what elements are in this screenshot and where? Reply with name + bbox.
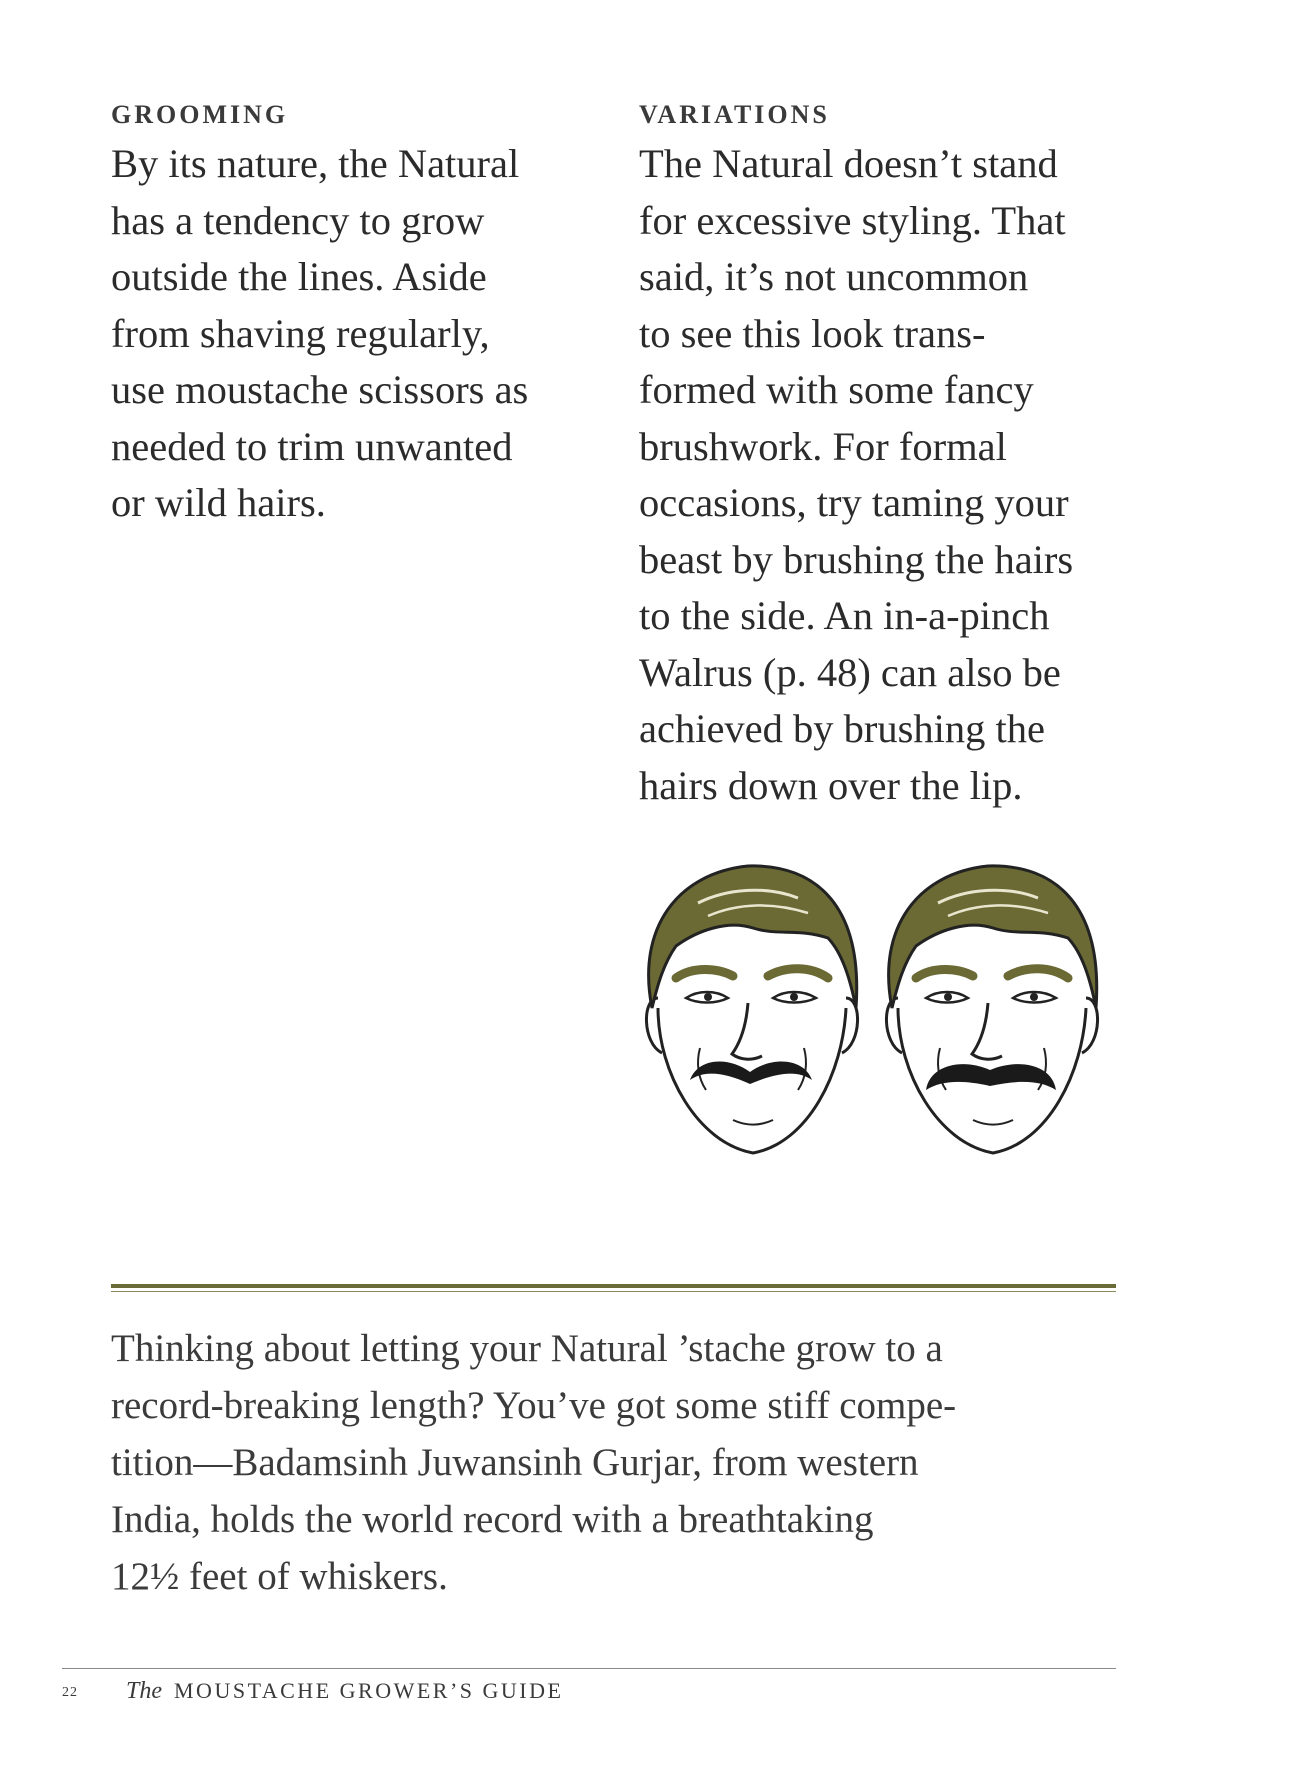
sidebar-rule-top-thin: [111, 1291, 1116, 1292]
sidebar-rule-top: [111, 1284, 1116, 1288]
variations-section: [639, 98, 1199, 814]
grooming-heading: GROOMING: [111, 100, 289, 129]
grooming-line: has a tendency to grow: [111, 197, 485, 243]
grooming-line: or wild hairs.: [111, 480, 326, 525]
page-footer: [62, 1678, 563, 1708]
variations-line: Walrus (p. 48) can also be: [639, 649, 1061, 695]
variations-line: occasions, try taming your: [639, 480, 1069, 525]
running-title: MOUSTACHE GROWER’S GUIDE: [174, 1678, 564, 1703]
variations-body: [639, 136, 1199, 814]
variations-line: brushwork. For formal: [639, 423, 1007, 469]
variations-line: for excessive styling. That: [639, 197, 1066, 243]
variations-line: hairs down over the lip.: [639, 762, 1023, 808]
running-title-prefix: The: [126, 1678, 162, 1704]
moustache-brushed-up: [690, 1062, 812, 1084]
grooming-section: [111, 98, 631, 532]
grooming-line: needed to trim unwanted: [111, 423, 513, 469]
sidebar-line: India, holds the world record with a breathtaking: [111, 1498, 874, 1541]
grooming-body: [111, 136, 631, 532]
variations-line: to see this look trans-: [639, 310, 986, 356]
sidebar-line: record-breaking length? You’ve got some stiff compe-: [111, 1384, 957, 1427]
sidebar-line: Thinking about letting your Natural ’stache grow to a: [111, 1327, 943, 1370]
grooming-line: By its nature, the Natural: [111, 141, 520, 186]
variations-line: formed with some fancy: [639, 367, 1034, 412]
face-right: [886, 866, 1097, 1153]
grooming-line: use moustache scissors as: [111, 367, 529, 412]
page-number: 22: [62, 1684, 78, 1700]
variations-line: achieved by brushing the: [639, 706, 1046, 751]
grooming-line: outside the lines. Aside: [111, 254, 487, 299]
moustache-brushed-side: [926, 1064, 1056, 1090]
sidebar-line: tition—Badamsinh Juwansinh Gurjar, from western: [111, 1441, 919, 1484]
sidebar-line: 12½ feet of whiskers.: [111, 1555, 448, 1598]
grooming-line: from shaving regularly,: [111, 310, 490, 356]
variations-heading: VARIATIONS: [639, 100, 830, 129]
moustache-faces-illustration: [628, 858, 1128, 1168]
variations-line: to the side. An in-a-pinch: [639, 593, 1050, 638]
variations-line: beast by brushing the hairs: [639, 536, 1074, 582]
variations-line: said, it’s not uncommon: [639, 254, 1029, 299]
variations-line: The Natural doesn’t stand: [639, 141, 1058, 186]
footer-rule: [62, 1668, 1116, 1669]
face-left: [646, 866, 857, 1153]
fact-sidebar: [111, 1320, 1111, 1605]
